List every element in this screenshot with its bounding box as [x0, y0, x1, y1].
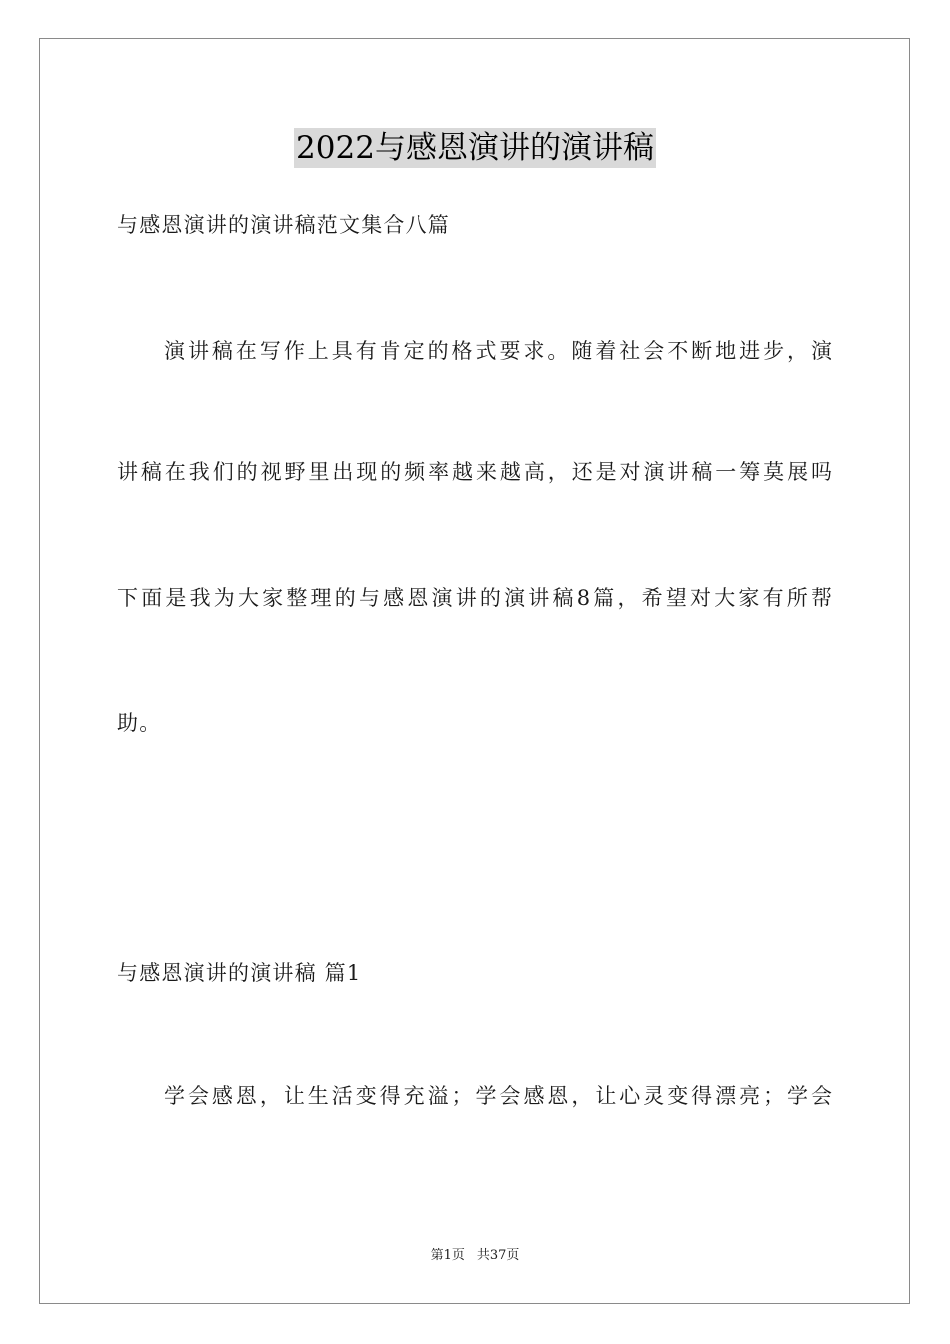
page-number: 第1页 — [430, 1248, 465, 1263]
document-title: 2022与感恩演讲的演讲稿 — [296, 130, 654, 166]
page-total: 共37页 — [476, 1248, 520, 1263]
paragraph-line: 助。 — [117, 711, 162, 735]
paragraph-line: 演讲稿在写作上具有肯定的格式要求。随着社会不断地进步，演 — [164, 339, 832, 363]
page-footer — [0, 1247, 950, 1265]
document-subtitle: 与感恩演讲的演讲稿范文集合八篇 — [117, 213, 450, 237]
paragraph-line: 讲稿在我们的视野里出现的频率越来越高，还是对演讲稿一筹莫展吗 — [117, 460, 832, 484]
paragraph-line: 下面是我为大家整理的与感恩演讲的演讲稿8篇，希望对大家有所帮 — [117, 586, 832, 610]
paragraph-line: 学会感恩，让生活变得充溢；学会感恩，让心灵变得漂亮；学会 — [164, 1084, 832, 1108]
title-container — [0, 128, 950, 168]
section-heading: 与感恩演讲的演讲稿 篇1 — [117, 961, 362, 985]
